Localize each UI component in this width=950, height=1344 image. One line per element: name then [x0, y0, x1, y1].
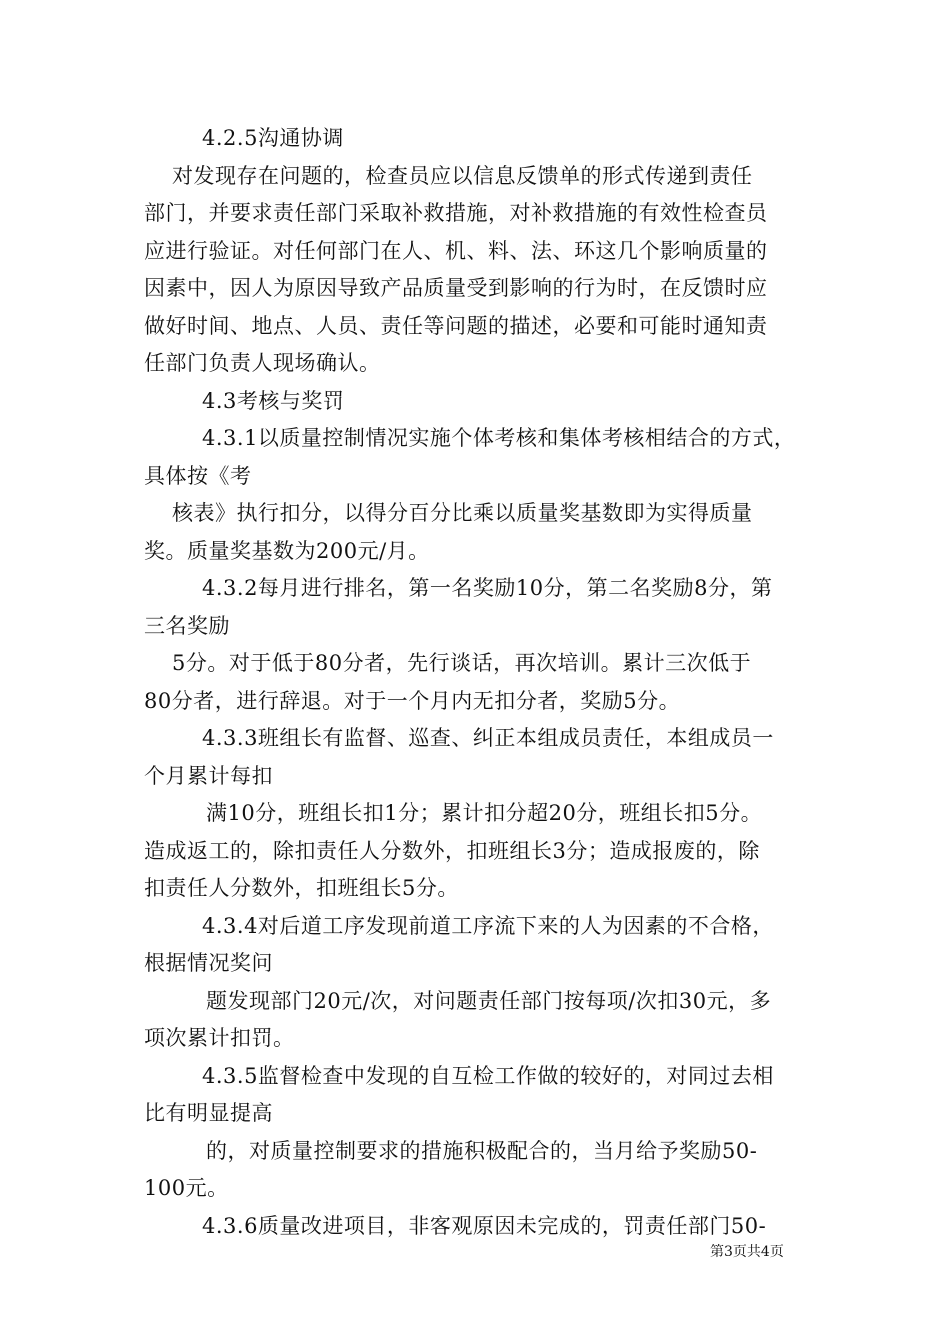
paragraph-line: 4.3.5监督检查中发现的自互检工作做的较好的，对同过去相: [202, 1063, 774, 1088]
section-heading: 4.2.5沟通协调: [202, 126, 344, 150]
paragraph-line: 应进行验证。对任何部门在人、机、料、法、环这几个影响质量的: [144, 238, 768, 263]
paragraph-line: 题发现部门20元/次，对问题责任部门按每项/次扣30元，多: [206, 988, 772, 1013]
paragraph-line: 满10分，班组长扣1分；累计扣分超20分，班组长扣5分。: [206, 801, 763, 825]
paragraph-line: 对发现存在问题的，检查员应以信息反馈单的形式传递到责任: [172, 163, 753, 188]
paragraph-line: 扣责任人分数外，扣班组长5分。: [144, 876, 459, 900]
page-number: 第3页共4页: [710, 1244, 784, 1260]
paragraph-line: 项次累计扣罚。: [144, 1026, 295, 1050]
paragraph-line: 的，对质量控制要求的措施积极配合的，当月给予奖励50-: [206, 1138, 758, 1163]
document-body: [144, 120, 810, 1245]
paragraph-line: 造成返工的，除扣责任人分数外，扣班组长3分；造成报废的，除: [144, 838, 760, 863]
paragraph-line: 80分者，进行辞退。对于一个月内无扣分者，奖励5分。: [144, 688, 681, 713]
paragraph-line: 4.3.2每月进行排名，第一名奖励10分，第二名奖励8分，第: [202, 576, 773, 600]
paragraph-line: 因素中，因人为原因导致产品质量受到影响的行为时，在反馈时应: [144, 276, 768, 300]
paragraph-line: 根据情况奖问: [144, 951, 273, 975]
paragraph-line: 三名奖励: [144, 613, 230, 638]
paragraph-line: 100元。: [144, 1176, 229, 1200]
paragraph-line: 比有明显提高: [144, 1101, 273, 1125]
section-heading: 4.3考核与奖罚: [202, 388, 345, 413]
paragraph-line: 5分。对于低于80分者，先行谈话，再次培训。累计三次低于: [172, 651, 752, 675]
paragraph-line: 个月累计每扣: [144, 763, 273, 788]
paragraph-line: 4.3.4对后道工序发现前道工序流下来的人为因素的不合格，: [202, 913, 774, 938]
paragraph-line: 具体按《考: [144, 463, 252, 488]
paragraph-line: 4.3.6质量改进项目，非客观原因未完成的，罚责任部门50-: [202, 1213, 767, 1238]
paragraph-line: 奖。质量奖基数为200元/月。: [144, 538, 430, 563]
paragraph-line: 部门，并要求责任部门采取补救措施，对补救措施的有效性检查员: [144, 201, 768, 225]
paragraph-line: 4.3.1以质量控制情况实施个体考核和集体考核相结合的方式，: [202, 426, 796, 450]
paragraph-line: 4.3.3班组长有监督、巡查、纠正本组成员责任，本组成员一: [202, 726, 774, 750]
paragraph-line: 核表》执行扣分，以得分百分比乘以质量奖基数即为实得质量: [172, 501, 753, 525]
paragraph-line: 做好时间、地点、人员、责任等问题的描述，必要和可能时通知责: [144, 313, 768, 338]
paragraph-line: 任部门负责人现场确认。: [144, 351, 381, 375]
